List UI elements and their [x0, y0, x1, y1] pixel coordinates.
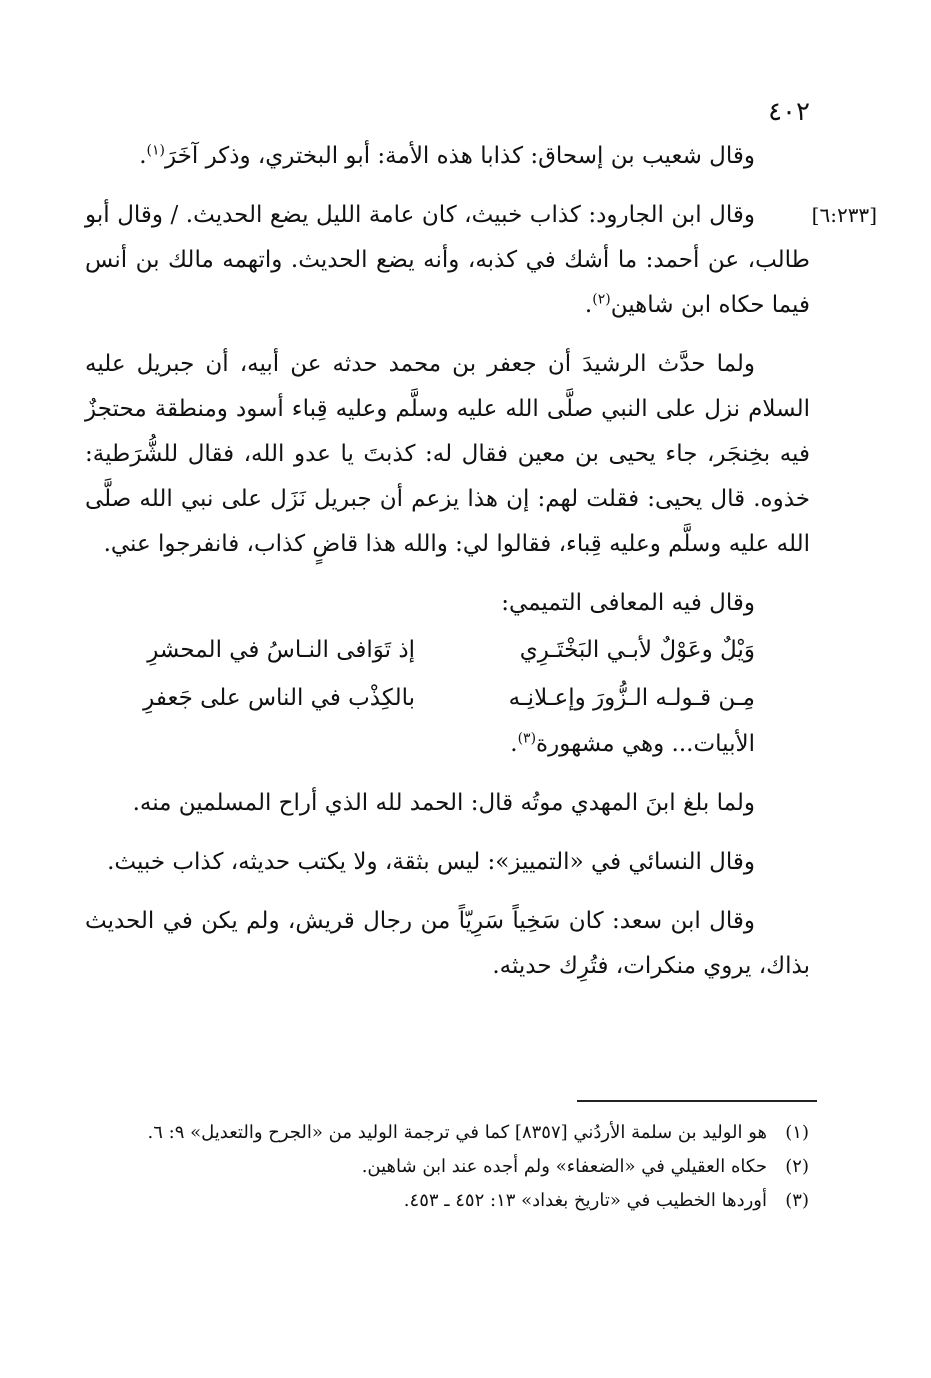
footnote-ref-3[interactable]: (٣) — [517, 730, 537, 747]
footnote-2 — [85, 1150, 817, 1184]
after-verse-text: الأبيات... وهي مشهورة — [536, 731, 755, 757]
footnote-2-number: (٢) — [785, 1156, 809, 1177]
verse-2-second-hemistich: بالكِذْب في الناس على جَعفرِ — [143, 685, 415, 711]
paragraph-5: وقال النسائي في «التمييز»: ليس بثقة، ولا يكتب حديثه، كذاب خبيث. — [107, 849, 755, 875]
page-body — [85, 90, 877, 989]
footnote-3 — [85, 1184, 817, 1218]
verse-1-first-hemistich: وَيْلٌ وعَوْلٌ لأبـي البَخْتَـرِي — [519, 637, 755, 663]
paragraph-1: وقال شعيب بن إسحاق: كذابا هذه الأمة: أبو البختري، وذكر آخَرَ$^{(١)}$. — [139, 142, 755, 169]
verse-1-second-hemistich: إذ تَوَافى النـاسُ في المحشرِ — [147, 637, 415, 663]
paragraph-2-text: وقال ابن الجارود: كذاب خبيث، كان عامة الليل يضع الحديث. / وقال أبو طالب، عن أحمد: ما أشك في كذبه، وأنه يضع الحديث. واتهمه مالك بن أنس فيما حكاه ابن شاهين — [85, 202, 810, 318]
footnote-ref-2[interactable]: (٢) — [592, 291, 611, 308]
footnote-3-number: (٣) — [785, 1190, 809, 1211]
footnote-1 — [85, 1116, 817, 1150]
footnote-1-text: هو الوليد بن سلمة الأردُني [٨٣٥٧] كما في ترجمة الوليد من «الجرح والتعديل» ٩: ٦. — [147, 1122, 767, 1143]
footnote-ref-1[interactable]: (١) — [146, 142, 165, 159]
verse-intro: وقال فيه المعافى التميمي: — [501, 590, 755, 616]
paragraph-4: ولما بلغ ابنَ المهدي موتُه قال: الحمد لله الذي أراح المسلمين منه. — [132, 790, 755, 816]
paragraph-2-block — [85, 193, 877, 328]
verse-line-1 — [125, 626, 755, 674]
footnote-3-text: أوردها الخطيب في «تاريخ بغداد» ١٣: ٤٥٢ ـ ٤٥٣. — [403, 1190, 767, 1211]
verse-line-2 — [125, 674, 755, 722]
paragraph-6: وقال ابن سعد: كان سَخِياً سَرِيّاً من رجال قريش، ولم يكن في الحديث بذاك، يروي منكرات، فتُرِك حديثه. — [85, 908, 810, 979]
footnote-divider — [577, 1100, 817, 1102]
footnote-2-text: حكاه العقيلي في «الضعفاء» ولم أجده عند ابن شاهين. — [361, 1156, 767, 1177]
paragraph-3: ولما حدَّث الرشيدَ أن جعفر بن محمد حدثه عن أبيه، أن جبريل عليه السلام نزل على النبي صلَّى الله عليه وسلَّم وعليه قِباء أسود ومنطقة محتجزٌ فيه بخِنجَر، جاء يحيى بن معين فقال له: كذبتَ يا عدو الله، فقال للشُّرَطية: خذوه. قال يحيى: فقلت لهم: إن هذا يزعم أن جبريل نَزَل على نبي الله صلَّى الله عليه وسلَّم وعليه قِباء، فقالوا لي: والله هذا قاضٍ كذاب، فانفرجوا عني. — [85, 351, 810, 557]
margin-reference: [٦:٢٣٣] — [811, 203, 877, 227]
paragraph-1-text: وقال شعيب بن إسحاق: كذابا هذه الأمة: أبو البختري، وذكر آخَرَ — [164, 143, 755, 169]
footnotes — [85, 1100, 817, 1218]
verse-2-first-hemistich: مِـن قـولـه الـزُّورَ وإعـلانِـه — [508, 685, 755, 711]
after-verse: الأبيات... وهي مشهورة$^{(٣)}$. — [510, 730, 755, 757]
page-number: ٤٠٢ — [768, 97, 810, 127]
footnote-1-number: (١) — [785, 1122, 809, 1143]
paragraph-2: وقال ابن الجارود: كذاب خبيث، كان عامة الليل يضع الحديث. / وقال أبو طالب، عن أحمد: ما أشك في كذبه، وأنه يضع الحديث. واتهمه مالك بن أنس فيما حكاه ابن شاهين$^{(٢)}$. — [85, 202, 810, 318]
